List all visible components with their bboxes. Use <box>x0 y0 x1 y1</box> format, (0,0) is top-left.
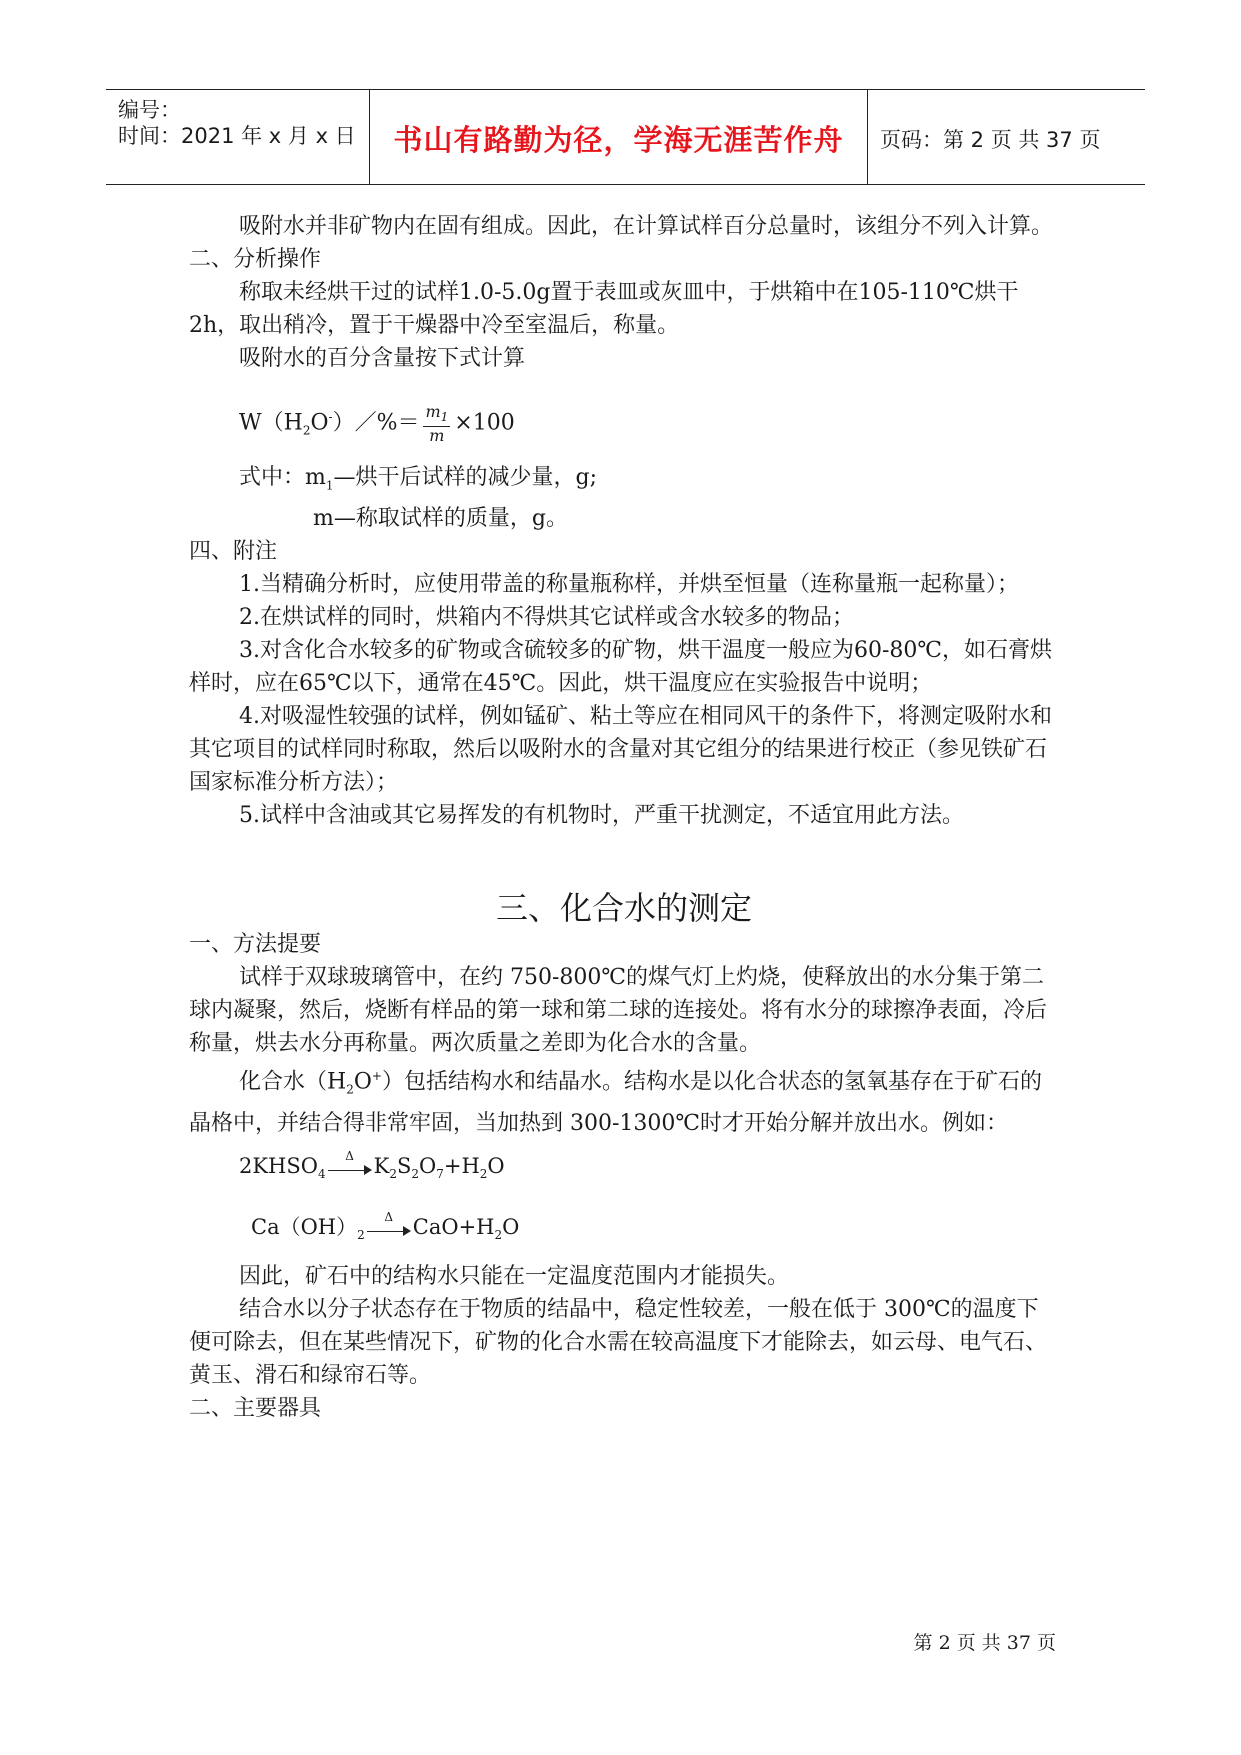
eq2-rhs: CaO+H <box>412 1215 495 1240</box>
formula-o: O <box>310 410 329 436</box>
paragraph-adsorbed-water: 吸附水并非矿物内在固有组成。因此，在计算试样百分总量时，该组分不列入计算。 <box>239 214 1054 239</box>
eq2-end: O <box>502 1215 520 1240</box>
eq1-s: S <box>396 1154 412 1179</box>
paragraph-structure-water <box>189 1060 1059 1140</box>
paragraph-formula-intro: 吸附水的百分含量按下式计算 <box>239 346 526 371</box>
eq1-lhs: 2KHSO <box>239 1154 318 1179</box>
reaction-arrow-icon <box>328 1148 372 1175</box>
numerator-sub: 1 <box>440 409 449 424</box>
formula-sub-2: 2 <box>302 423 311 438</box>
document-time-label: 时间：2021 年 x 月 x 日 <box>118 124 356 148</box>
heading-notes: 四、附注 <box>189 539 278 565</box>
paragraph-method: 试样于双球玻璃管中，在约 750-800℃的煤气灯上灼烧，使释放出的水分集于第二球内凝聚，然后，烧断有样品的第一球和第二球的连接处。将有水分的球擦净表面，冷后称量，烘去水分再称量。两次质量之差即为化合水的含量。 <box>189 965 1048 1057</box>
section-title-combined-water: 三、化合水的测定 <box>495 889 752 928</box>
heading-analysis: 二、分析操作 <box>189 247 322 272</box>
formula-equals: ）／%＝ <box>332 410 420 436</box>
reaction-arrow-icon <box>367 1209 411 1236</box>
header-info-cell <box>106 90 368 184</box>
header-motto-cell <box>369 90 868 184</box>
eq1-h-sub: 2 <box>479 1167 488 1182</box>
numerator-m: m <box>425 401 441 421</box>
equation-khso4 <box>189 1148 1059 1182</box>
heat-delta: Δ <box>345 1148 354 1163</box>
where1-prefix: 式中：m <box>239 465 326 490</box>
p5-o: O <box>353 1069 372 1095</box>
eq1-end: O <box>487 1154 505 1179</box>
eq1-lhs-sub: 4 <box>317 1167 326 1182</box>
formula-fraction <box>423 403 450 444</box>
page-footer: 第 2 页 共 37 页 <box>913 1632 1056 1654</box>
formula-sup-minus: - <box>328 410 333 424</box>
equation-caoh2 <box>189 1211 1059 1242</box>
formula-adsorbed-water <box>189 401 1059 461</box>
formula-where-2: m—称取试样的质量，g。 <box>313 506 568 532</box>
fraction-denominator: m <box>429 425 445 445</box>
header-page-cell <box>868 90 1145 184</box>
formula-w: W（H <box>239 410 303 436</box>
note-3: 3.对含化合水较多的矿物或含硫较多的矿物，烘干温度一般应为60-80℃，如石膏烘样时，应在65℃以下，通常在45℃。因此，烘干温度应在实验报告中说明； <box>189 638 1053 697</box>
page-header <box>106 89 1145 185</box>
heading-method: 一、方法提要 <box>189 932 322 958</box>
eq1-k: K <box>373 1154 390 1179</box>
eq1-s-sub: 2 <box>411 1167 419 1182</box>
where1-sub: 1 <box>325 478 334 493</box>
eq1-o-sub: 7 <box>436 1167 444 1182</box>
p5-sub: 2 <box>346 1083 354 1098</box>
paragraph-structure-loss: 因此，矿石中的结构水只能在一定温度范围内才能损失。 <box>239 1264 790 1290</box>
formula-where-1 <box>189 461 1059 502</box>
formula-times: ×100 <box>454 410 515 436</box>
eq1-k-sub: 2 <box>389 1167 397 1182</box>
fraction-numerator <box>423 403 450 427</box>
header-motto: 书山有路勤为径，学海无涯苦作舟 <box>393 123 844 157</box>
note-2: 2.在烘试样的同时，烘箱内不得烘其它试样或含水较多的物品； <box>239 605 854 631</box>
p5-sup: + <box>371 1069 382 1084</box>
heat-delta: Δ <box>384 1209 394 1224</box>
note-5: 5.试样中含油或其它易挥发的有机物时，严重干扰测定，不适宜用此方法。 <box>239 803 964 829</box>
eq1-plus-h: +H <box>443 1154 480 1179</box>
document-body <box>189 210 1059 1425</box>
eq2-lhs: Ca（OH） <box>251 1215 358 1240</box>
eq2-h-sub: 2 <box>494 1228 503 1243</box>
p5-part-a: 化合水（H <box>239 1069 347 1095</box>
heading-equipment: 二、主要器具 <box>189 1396 322 1422</box>
document-number-label: 编号： <box>118 98 181 122</box>
where1-rest: —烘干后试样的减少量，g; <box>333 465 598 490</box>
note-4: 4.对吸湿性较强的试样，例如锰矿、粘土等应在相同风干的条件下，将测定吸附水和其它项目的试样同时称取，然后以吸附水的含量对其它组分的结果进行校正（参见铁矿石国家标准分析方法）； <box>189 704 1052 796</box>
p5-part-b: ）包括结构水和结晶水。结构水是以化合状态的氢氧基存在于矿石的晶格中，并结合得非常牢固，当加热到 300-1300℃时才开始分解并放出水。例如： <box>189 1069 1042 1137</box>
paragraph-weighing: 称取未经烘干过的试样1.0-5.0g置于表皿或灰皿中，于烘箱中在105-110℃烘干2h，取出稍冷，置于干燥器中冷至室温后，称量。 <box>189 280 1019 338</box>
eq2-lhs-sub: 2 <box>357 1228 365 1243</box>
eq1-o: O <box>418 1154 437 1179</box>
paragraph-crystal-water: 结合水以分子状态存在于物质的结晶中，稳定性较差，一般在低于 300℃的温度下便可除去，但在某些情况下，矿物的化合水需在较高温度下才能除去，如云母、电气石、黄玉、滑石和绿帘石等。 <box>189 1297 1048 1389</box>
header-page-number: 页码：第 2 页 共 37 页 <box>880 128 1101 152</box>
note-1: 1.当精确分析时，应使用带盖的称量瓶称样，并烘至恒量（连称量瓶一起称量）； <box>239 572 1019 598</box>
